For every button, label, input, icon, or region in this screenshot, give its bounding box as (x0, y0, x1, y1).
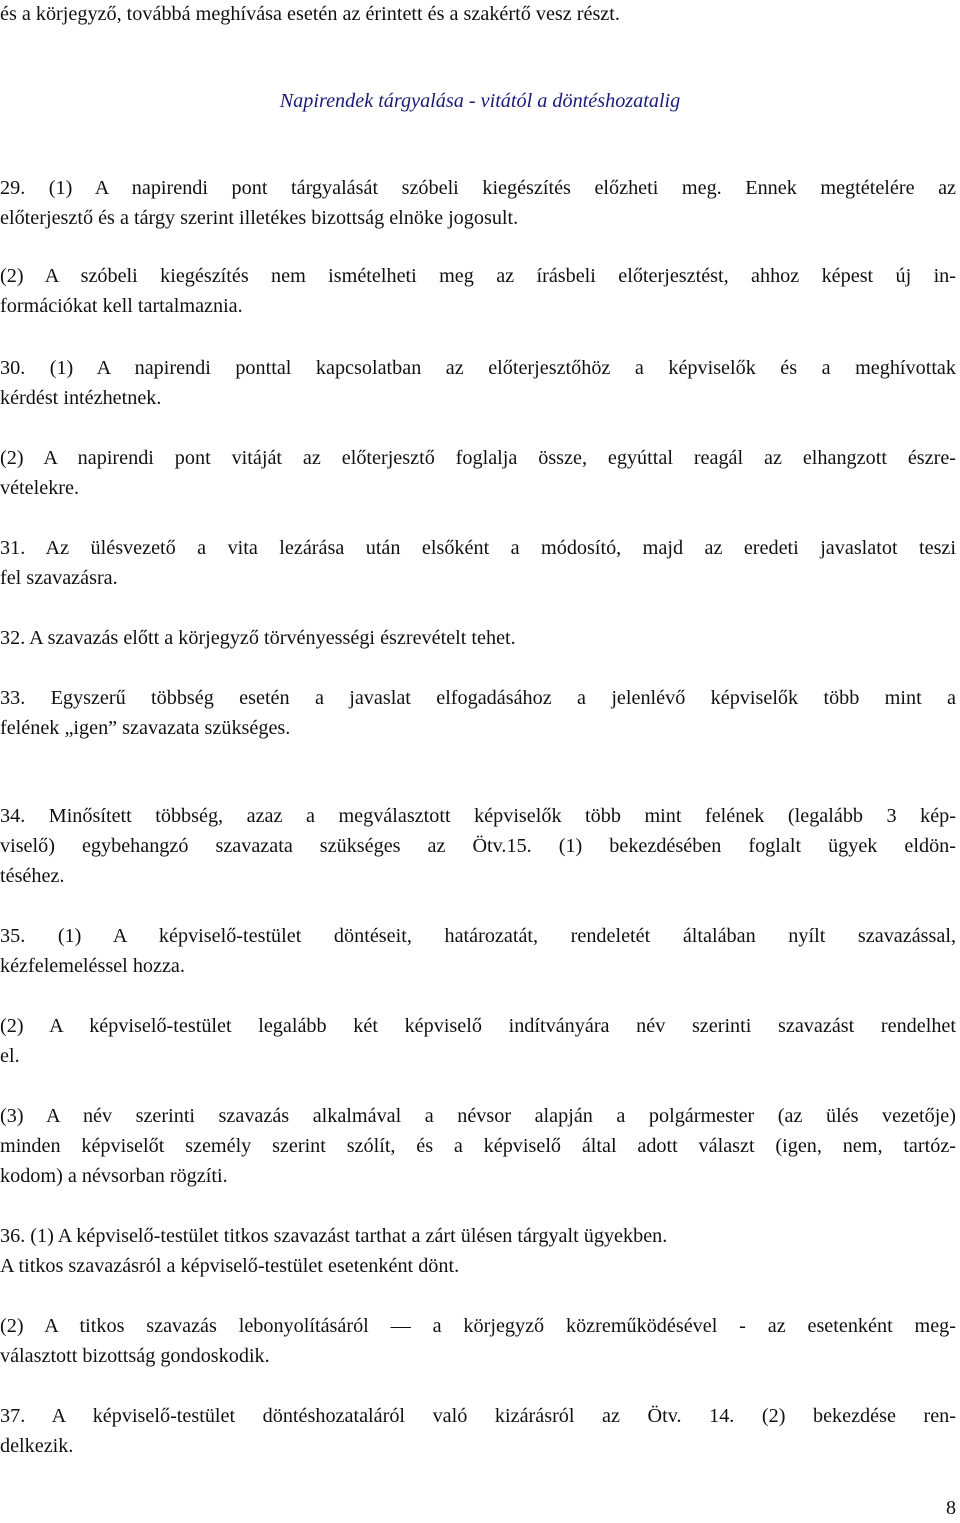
paragraph-line: (2) A képviselő-testület legalább két képviselő indítványára név szerinti szavazást rendelhet (0, 1015, 956, 1037)
paragraph-line: viselő) egybehangzó szavazata szükséges az Ötv.15. (1) bekezdésében foglalt ügyek eldön- (0, 835, 956, 857)
page-number: 8 (946, 1497, 956, 1519)
paragraph-line: kézfelemeléssel hozza. (0, 955, 185, 977)
paragraph-line: vételekre. (0, 477, 80, 499)
paragraph-line: 32. A szavazás előtt a körjegyző törvényességi észrevételt tehet. (0, 627, 516, 649)
paragraph-line: 29. (1) A napirendi pont tárgyalását szóbeli kiegészítés előzheti meg. Ennek megtételére az (0, 177, 956, 199)
paragraph-line: 31. Az ülésvezető a vita lezárása után elsőként a módosító, majd az eredeti javaslatot teszi (0, 537, 956, 559)
paragraph-line: felének „igen” szavazata szükséges. (0, 717, 291, 739)
paragraph-line: kérdést intézhetnek. (0, 387, 162, 409)
paragraph-line: (2) A titkos szavazás lebonyolításáról — a körjegyző közreműködésével - az esetenként meg- (0, 1315, 956, 1337)
paragraph-line: előterjesztő és a tárgy szerint illetékes bizottság elnöke jogosult. (0, 207, 519, 229)
paragraph-line: 34. Minősített többség, azaz a megválasztott képviselők több mint felének (legalább 3 kép- (0, 805, 956, 827)
paragraph-line: el. (0, 1045, 20, 1067)
paragraph-line: téséhez. (0, 865, 65, 887)
paragraph-line: (3) A név szerinti szavazás alkalmával a névsor alapján a polgármester (az ülés vezetője) (0, 1105, 956, 1127)
paragraph-line: A titkos szavazásról a képviselő-testület esetenként dönt. (0, 1255, 460, 1277)
paragraph-line: (2) A szóbeli kiegészítés nem ismételheti meg az írásbeli előterjesztést, ahhoz képest új in- (0, 265, 956, 287)
paragraph-line: 37. A képviselő-testület döntéshozataláról való kizárásról az Ötv. 14. (2) bekezdése ren- (0, 1405, 956, 1427)
paragraph-line: 30. (1) A napirendi ponttal kapcsolatban az előterjesztőhöz a képviselők és a meghívottak (0, 357, 956, 379)
paragraph-line: választott bizottság gondoskodik. (0, 1345, 270, 1367)
paragraph-line: delkezik. (0, 1435, 74, 1457)
section-heading: Napirendek tárgyalása - vitától a döntéshozatalig (279, 90, 681, 112)
paragraph-line: (2) A napirendi pont vitáját az előterjesztő foglalja össze, egyúttal reagál az elhangzott észre- (0, 447, 956, 469)
paragraph-line: fel szavazásra. (0, 567, 118, 589)
paragraph-line: 33. Egyszerű többség esetén a javaslat elfogadásához a jelenlévő képviselők több mint a (0, 687, 956, 709)
intro-line: és a körjegyző, továbbá meghívása esetén az érintett és a szakértő vesz részt. (0, 3, 620, 25)
paragraph-line: formációkat kell tartalmaznia. (0, 295, 243, 317)
paragraph-line: 36. (1) A képviselő-testület titkos szavazást tarthat a zárt ülésen tárgyalt ügyekben. (0, 1225, 668, 1247)
paragraph-line: 35. (1) A képviselő-testület döntéseit, határozatát, rendeletét általában nyílt szavazással, (0, 925, 956, 947)
paragraph-line: kodom) a névsorban rögzíti. (0, 1165, 228, 1187)
paragraph-line: minden képviselőt személy szerint szólít, és a képviselő által adott választ (igen, nem, tartóz- (0, 1135, 956, 1157)
